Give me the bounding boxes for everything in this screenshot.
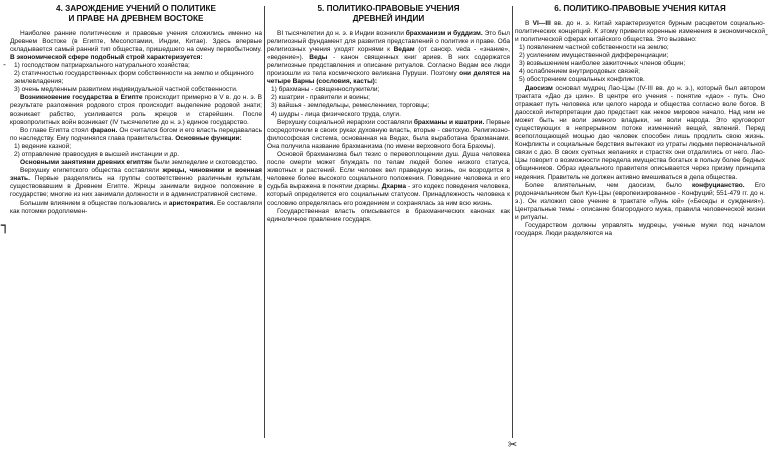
title-line: 6. ПОЛИТИКО-ПРАВОВЫЕ УЧЕНИЯ КИТАЯ [554,4,726,13]
list-item: 2) отправление правосудия в высшей инстанции и др. [14,151,180,158]
list-item: 2) усилением имущественной дифференциации; [519,52,669,60]
scissors-icon: ✂ [508,438,518,451]
list-item: 4) шудры - лица физического труда, слуги. [271,110,401,118]
paragraph: Государственная власть описывается в брахманических канонах как единоличное правление государя. [267,207,510,223]
title-line: 5. ПОЛИТИКО-ПРАВОВЫЕ УЧЕНИЯ [317,4,460,13]
paragraph: Большим влиянием в обществе пользовались и аристократия. Ее составляли как потомки родоплемен- [10,199,262,215]
section-title-6 [515,4,765,14]
paragraph: Основными занятиями древних египтян были земледелие и скотоводство. [20,159,258,167]
list-item: 1) брахманы - священнослужители; [271,86,380,94]
paragraph: В VI—III вв. до н. э. Китай характеризуется бурным расцветом социально-политических концепций. К этому привели коренные изменения в экономической и политической сферах китайского общества. Это вызвано: [515,19,765,43]
list-item: 1) ведение казной; [14,142,72,150]
paragraph: Даосизм основал мудрец Лао-Цзы (IV-III вв. до н. э.), который был автором трактата «Дао дэ цзин». В центре его учения - понятие «дао» - путь. Оно отражает путь человека или целого народа и общества согласно воле богов. В даосской интерпретации дао предстает как некое мировое начало. Над ним не может быть ни воли земного владыки, ни воли народа. Это круговорот существующих в непрерывном потоке изменений вещей, явлений. Перед всепоглощающей мощью дао человек способен лишь продлить свою жизнь. Конфликты и социальные бедствия вытекают из утраты людьми первоначальной связи с дао. В своих суетных желаниях и страстях они отдалились от него. Лао-Цзы говорит о возможности передела имущества богатых в пользу более бедных общинников. Образ идеального правителя описывается через призму принципа недеяния. Правитель не должен активно вмешиваться в дела общества. [515,84,765,181]
list-item: 5) обострением социальных конфликтов. [519,76,645,84]
paragraph: Верхушку социальной иерархии составляли брахманы и кшатрии. Первые сосредоточили в своих руках духовную власть, вторые - светскую. Религиозно-философская система, основанная на Ведах, была выработана брахманами. Она получила название брахманизма (по имени верховного бога Брахмы). [267,118,510,150]
paragraph: Основой брахманизма был тезис о перевоплощении душ. Душа человека после смерти может блуждать по телам людей более низкого статуса, животных и растений. Если человек вел праведную жизнь, он возродится в человеке более высокого социального положения. Поведение человека и его судьба выражена в понятии дхармы. Дхарма - это кодекс поведения человека, который определяется его социальным статусом. Принадлежность человека к сословию определялась его рождением и сохранялась за ним всю жизнь. [267,151,510,207]
list-item: 3) возвышением наиболее зажиточных членов общин; [519,60,686,68]
list-item: 3) очень медленным развитием индивидуальной частной собственности. [14,86,238,94]
column-ancient-east [10,0,262,451]
list-item: 4) ослаблением внутриродовых связей; [519,68,640,76]
title-line: ДРЕВНЕЙ ИНДИИ [352,13,425,23]
list-item: 1) появлением частной собственности на землю; [519,44,669,52]
margin-dash-right: - [765,30,768,39]
list-item: 2) кшатрии - правители и воины; [271,94,370,102]
list-item: 3) вайшья - земледельцы, ремесленники, торговцы; [271,102,430,110]
paragraph: ВI тысячелетии до н. э. в Индии возникли брахманизм и буддизм. Это был религиозный фундамент для развития представлений о политике и праве. Оба религиозных учения уходят корнями к Ведам (от санскр. veda - «знание», «ведение»). Веды - канон священных книг ариев. В них содержатся религиозные представления и описание ритуалов. Согласно Ведам все люди произошли из тела космического великана Пуруши. Поэтому они делятся на четыре Варны (сословия, касты): [267,29,510,86]
title-line: И ПРАВЕ НА ДРЕВНЕМ ВОСТОКЕ [68,13,204,23]
paragraph: Наиболее ранние политические и правовые учения сложились именно на Древнем Востоке (в Египте, Месопотамии, Индии, Китае). Здесь впервые складывается самый ранний тип общества, пришедшего на смену первобытному. В экономической сфере подобный строй характеризуется: [10,29,262,61]
column-china [515,0,765,451]
column-ancient-india [267,0,510,451]
list-item: 1) господством патриархального натурального хозяйства; [14,61,190,69]
paragraph: Верхушку египетского общества составляли жрецы, чиновники и военная знать. Первые разделялись на группы соответственно различным культам, существовавшим в Древнем Египте. Жрецы занимали видное положение в государстве; многие из них занимали должности и в административной системе. [10,167,262,199]
title-line: 4. ЗАРОЖДЕНИЕ УЧЕНИЙ О ПОЛИТИКЕ [56,4,216,13]
section-title-4 [10,4,262,24]
section-title-5 [267,4,510,24]
margin-dash: - [3,60,6,69]
column-divider [264,6,265,438]
paragraph: Более влиятельным, чем даосизм, было конфуцианство. Его родоначальником был Кун-Цзы (европеизированное - Конфуций; 551-479 гг. до н. э.). Он изложил свое учение в трактате «Лунь юй» («Беседы и суждения»). Центральные темы - описание благородного мужа, правила человеческой жизни и ритуалы. [515,181,765,222]
column-divider [512,6,513,438]
paragraph: Во главе Египта стоял фараон. Он считался богом и его власть передавалась по наследству. Ему подчинялся глава правительства. Основные функции: [10,126,262,142]
paragraph: Возникновение государства в Египте происходит примерно в V в. до н. э. В результате разложения родового строя происходит выделение родовой знати; возникает рабство, усиливается роль жрецов и старейшин. После кровопролитных войн возникает (IV тысячелетие до н. э.) единое государство. [10,94,262,126]
crop-mark-left: ┐ [1,218,10,234]
list-item: 2) статичностью государственных форм собственности на землю и общинного землевладения; [14,70,254,86]
paragraph: Государством должны управлять мудрецы, ученые мужи под началом государя. Люди разделяются на [515,222,765,238]
